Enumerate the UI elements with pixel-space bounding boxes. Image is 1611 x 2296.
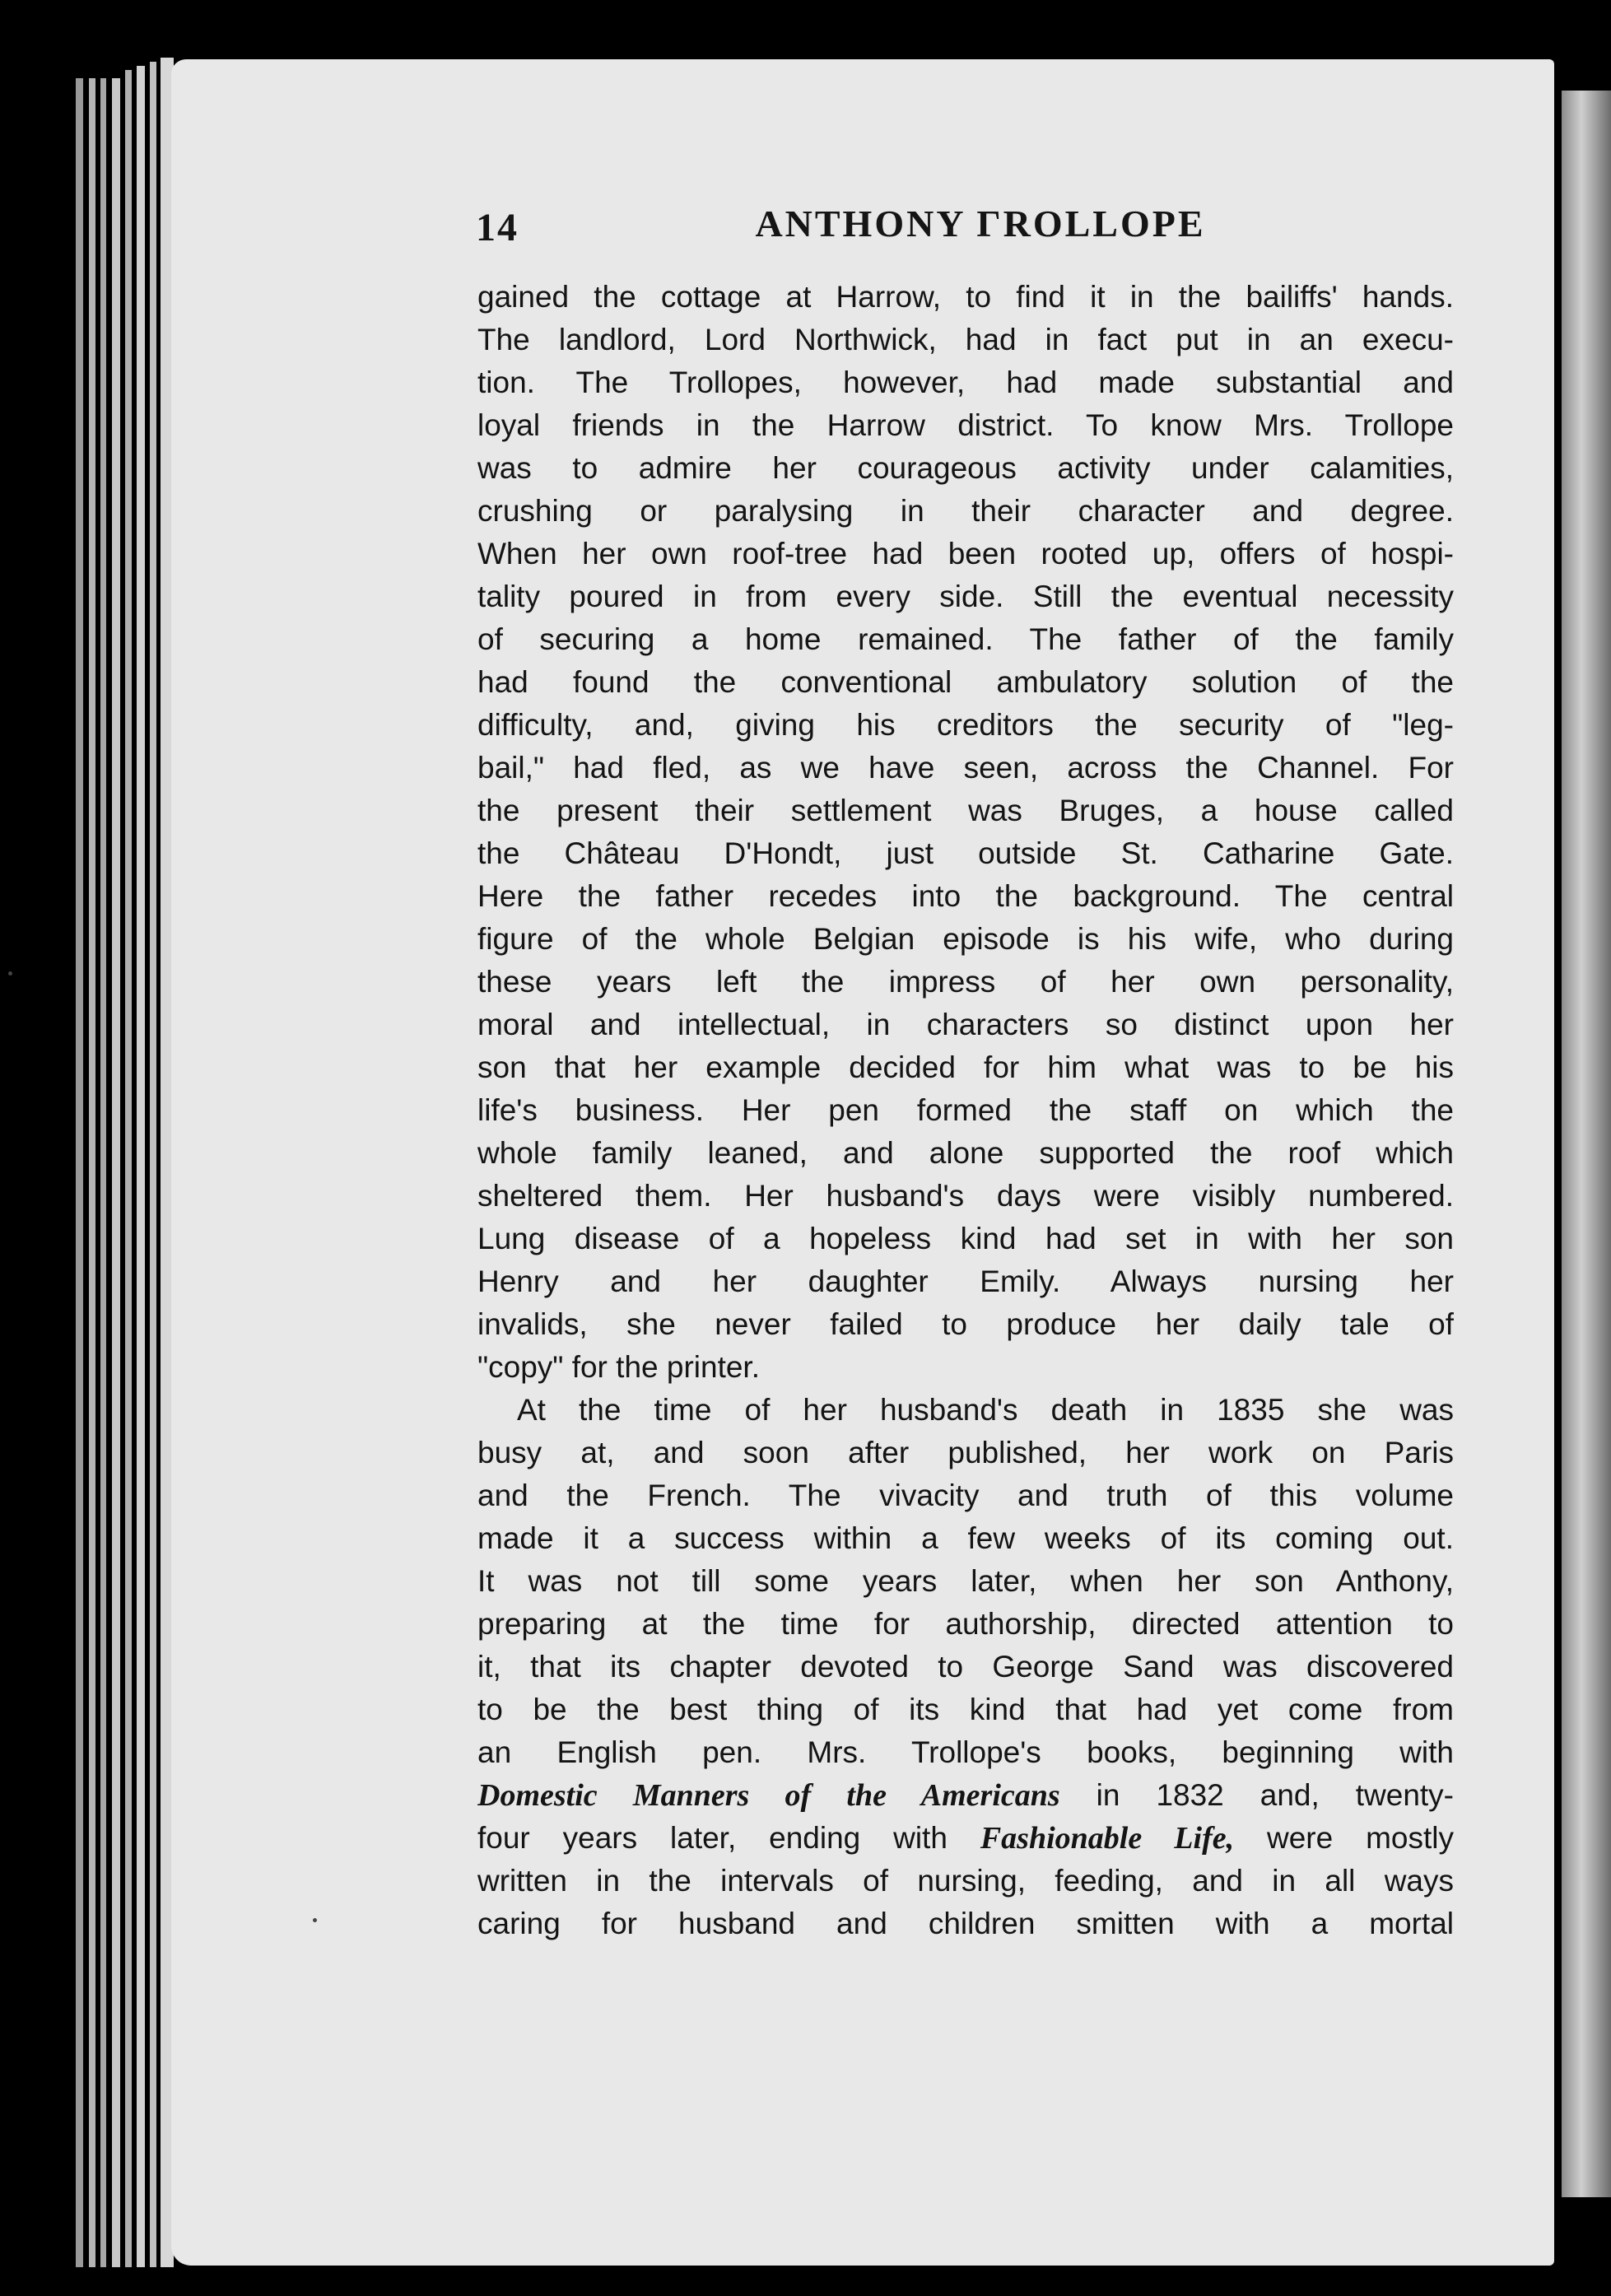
text-line: moral and intellectual, in characters so distinct upon her: [477, 1008, 1454, 1041]
paragraph-1: [477, 276, 1454, 1389]
book-title-fashionable-life: Fashionable Life,: [980, 1821, 1235, 1856]
text-line: an English pen. Mrs. Trollope's books, beginning with: [477, 1735, 1454, 1769]
text-line: made it a success within a few weeks of its coming out.: [477, 1521, 1454, 1555]
text-line: preparing at the time for authorship, directed attention to: [477, 1607, 1454, 1641]
text-line: At the time of her husband's death in 1835 she was: [517, 1393, 1454, 1427]
text-fragment: were mostly: [1234, 1821, 1454, 1855]
text-line: caring for husband and children smitten with a mortal: [477, 1907, 1454, 1940]
right-page-edge: [1562, 91, 1611, 2197]
text-line: of securing a home remained. The father of the family: [477, 622, 1454, 656]
text-line: gained the cottage at Harrow, to find it in the bailiffs' hands.: [477, 280, 1454, 314]
text-line: sheltered them. Her husband's days were visibly numbered.: [477, 1179, 1454, 1213]
text-line: was to admire her courageous activity under calamities,: [477, 451, 1454, 485]
text-line: life's business. Her pen formed the staff on which the: [477, 1093, 1454, 1127]
page-header: [476, 202, 1452, 259]
text-line: The landlord, Lord Northwick, had in fact put in an execu-: [477, 323, 1454, 356]
text-line: the present their settlement was Bruges, a house called: [477, 794, 1454, 827]
text-line: son that her example decided for him what was to be his: [477, 1050, 1454, 1084]
text-line: It was not till some years later, when her son Anthony,: [477, 1564, 1454, 1598]
page-number: 14: [476, 206, 519, 249]
text-line: tality poured in from every side. Still the eventual necessity: [477, 580, 1454, 613]
text-line: figure of the whole Belgian episode is his wife, who during: [477, 922, 1454, 956]
text-fragment: in 1832 and, twenty-: [1059, 1778, 1454, 1812]
text-line: "copy" for the printer.: [477, 1350, 760, 1384]
text-line: to be the best thing of its kind that had yet come from: [477, 1693, 1454, 1726]
text-line: it, that its chapter devoted to George Sand was discovered: [477, 1650, 1454, 1684]
text-line-with-title: [477, 1817, 1454, 1860]
text-fragment: four years later, ending with: [477, 1821, 980, 1855]
text-line: had found the conventional ambulatory solution of the: [477, 665, 1454, 699]
paragraph-2: [477, 1389, 1454, 1945]
text-line: loyal friends in the Harrow district. To know Mrs. Trollope: [477, 408, 1454, 442]
text-line: Here the father recedes into the background. The central: [477, 879, 1454, 913]
book-title-domestic-manners: Domestic Manners of the Americans: [477, 1778, 1060, 1813]
text-line: difficulty, and, giving his creditors the security of "leg-: [477, 708, 1454, 742]
text-line: When her own roof-tree had been rooted up, offers of hospi-: [477, 537, 1454, 571]
page-edge: [76, 78, 83, 2267]
scan-speck: [8, 971, 12, 976]
text-line: Henry and her daughter Emily. Always nursing her: [477, 1264, 1454, 1298]
text-line-with-title: [477, 1774, 1454, 1817]
text-line: and the French. The vivacity and truth of this volume: [477, 1479, 1454, 1512]
text-line: invalids, she never failed to produce her daily tale of: [477, 1307, 1454, 1341]
page-edge: [137, 66, 145, 2267]
text-line: whole family leaned, and alone supported the roof which: [477, 1136, 1454, 1170]
body-text: [477, 276, 1454, 1945]
text-line: written in the intervals of nursing, feeding, and in all ways: [477, 1864, 1454, 1898]
text-line: Lung disease of a hopeless kind had set in with her son: [477, 1222, 1454, 1255]
text-line: bail," had fled, as we have seen, across the Channel. For: [477, 751, 1454, 785]
page-edge: [112, 78, 120, 2267]
page-edge: [100, 78, 106, 2267]
text-line: the Château D'Hondt, just outside St. Catharine Gate.: [477, 836, 1454, 870]
text-line: these years left the impress of her own personality,: [477, 965, 1454, 999]
running-head: ANTHONY ΓROLLOPE: [755, 203, 1206, 245]
page-edge: [125, 70, 132, 2267]
text-line: tion. The Trollopes, however, had made substantial and: [477, 366, 1454, 399]
page-edge: [150, 62, 156, 2267]
scan-speck: [313, 1918, 317, 1922]
text-line: busy at, and soon after published, her work on Paris: [477, 1436, 1454, 1469]
text-line: crushing or paralysing in their character and degree.: [477, 494, 1454, 528]
page-edge: [89, 78, 95, 2267]
